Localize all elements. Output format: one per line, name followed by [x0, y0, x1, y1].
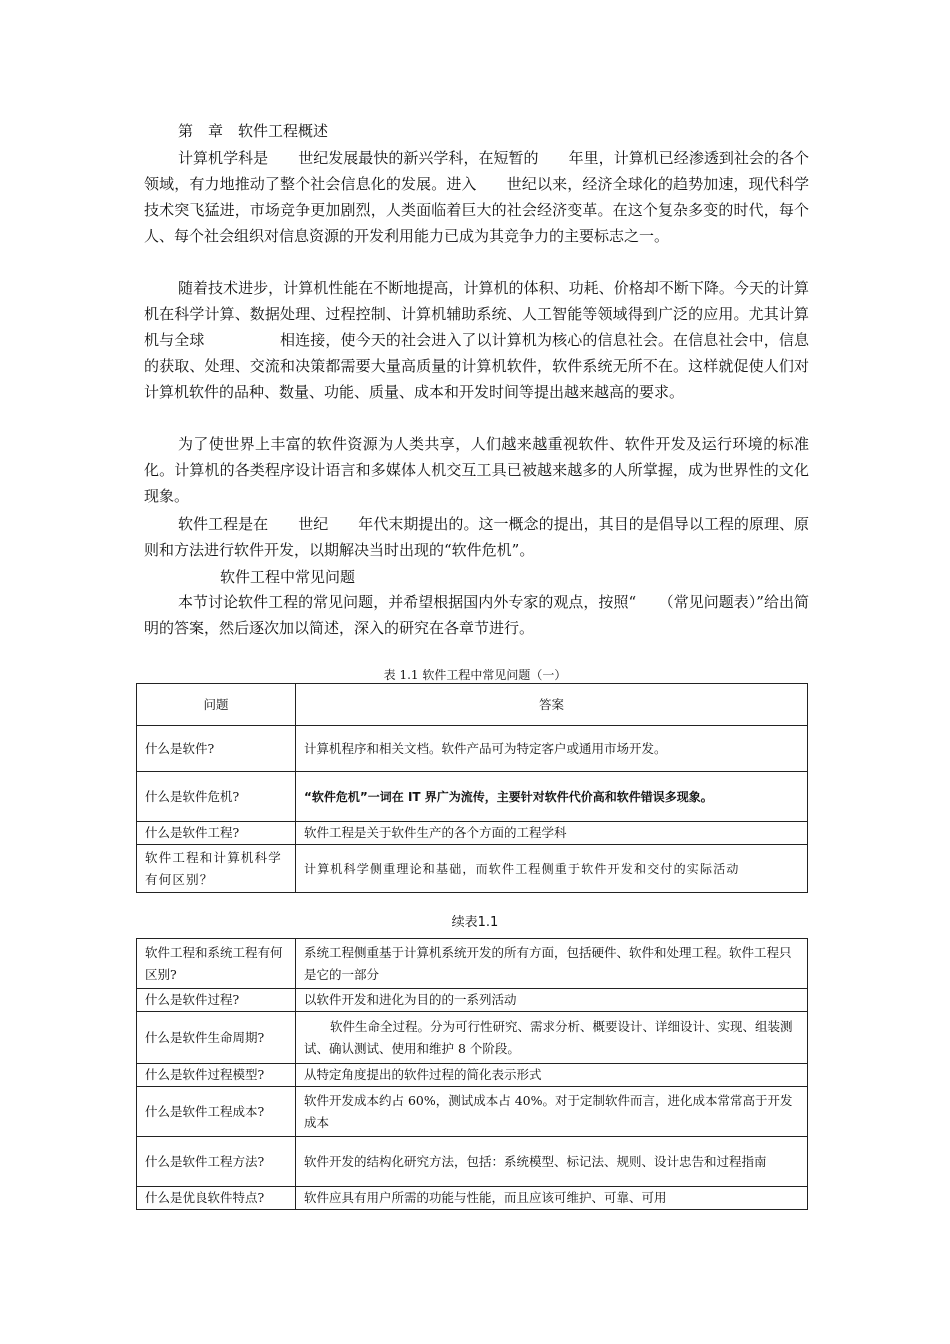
table-row [137, 1187, 808, 1210]
paragraph-4: 软件工程是在 世纪 年代末期提出的。这一概念的提出，其目的是倡导以工程的原理、原则和方法进行软件开发，以期解决当时出现的“软件危机”。 [144, 515, 809, 559]
question-cell: 软件工程和系统工程有何区别? [137, 939, 296, 989]
answer-cell: 以软件开发和进化为目的的一系列活动 [296, 989, 808, 1012]
answer-cell: 软件开发的结构化研究方法，包括：系统模型、标记法、规则、设计忠告和过程指南 [296, 1137, 808, 1187]
table2-caption: 续表1.1 [451, 915, 499, 930]
question-cell: 什么是软件? [137, 726, 296, 772]
header-answer: 答案 [296, 684, 808, 726]
paragraph-1: 计算机学科是 世纪发展最快的新兴学科，在短暂的 年里，计算机已经渗透到社会的各个领域，有力地推动了整个社会信息化的发展。进入 世纪以来，经济全球化的趋势加速，现代科学技术突飞猛进，市场竞争更加剧烈，人类面临着巨大的社会经济变革。在这个复杂多变的时代，每个人、每个社会组织对信息资源的开发利用能力已成为其竞争力的主要标志之一。 [144, 149, 809, 245]
paragraph-2: 随着技术进步，计算机性能在不断地提高，计算机的体积、功耗、价格却不断下降。今天的计算机在科学计算、数据处理、过程控制、计算机辅助系统、人工智能等领域得到广泛的应用。尤其计算机与全球 相连接，使今天的社会进入了以计算机为核心的信息社会。在信息社会中，信息的获取、处理、交流和决策都需要大量高质量的计算机软件，软件系统无所不在。这样就促使人们对计算机软件的品种、数量、功能、质量、成本和开发时间等提出越来越高的要求。 [144, 279, 809, 401]
header-question: 问题 [137, 684, 296, 726]
question-cell: 什么是软件工程? [137, 822, 296, 845]
faq-table-2 [136, 938, 808, 1210]
table-row [137, 822, 808, 845]
table-row [137, 772, 808, 822]
answer-cell: 系统工程侧重基于计算机系统开发的所有方面，包括硬件、软件和处理工程。软件工程只是它的一部分 [296, 939, 808, 989]
paragraph-3: 为了使世界上丰富的软件资源为人类共享，人们越来越重视软件、软件开发及运行环境的标准化。计算机的各类程序设计语言和多媒体人机交互工具已被越来越多的人所掌握，成为世界性的文化现象。 [144, 435, 809, 505]
table-row [137, 845, 808, 893]
question-cell: 什么是软件工程成本? [137, 1087, 296, 1137]
answer-cell: 计算机科学侧重理论和基础，而软件工程侧重于软件开发和交付的实际活动 [296, 845, 808, 893]
chapter-heading: 第 章 软件工程概述 [178, 122, 329, 140]
answer-cell: “软件危机”一词在 IT 界广为流传，主要针对软件代价高和软件错误多现象。 [296, 772, 808, 822]
answer-cell: 计算机程序和相关文档。软件产品可为特定客户或通用市场开发。 [296, 726, 808, 772]
table1-caption: 表 1.1 软件工程中常见问题（一） [383, 668, 567, 682]
answer-cell: 软件工程是关于软件生产的各个方面的工程学科 [296, 822, 808, 845]
table-row [137, 989, 808, 1012]
question-cell: 什么是优良软件特点? [137, 1187, 296, 1210]
table-row [137, 1087, 808, 1137]
answer-cell: 软件生命全过程。分为可行性研究、需求分析、概要设计、详细设计、实现、组装测试、确认测试、使用和维护 8 个阶段。 [296, 1012, 808, 1064]
answer-cell: 软件应具有用户所需的功能与性能，而且应该可维护、可靠、可用 [296, 1187, 808, 1210]
question-cell: 什么是软件危机? [137, 772, 296, 822]
question-cell: 什么是软件生命周期? [137, 1012, 296, 1064]
question-cell: 什么是软件工程方法? [137, 1137, 296, 1187]
section-heading: 软件工程中常见问题 [220, 568, 356, 586]
answer-cell: 从特定角度提出的软件过程的简化表示形式 [296, 1064, 808, 1087]
section-paragraph: 本节讨论软件工程的常见问题，并希望根据国内外专家的观点，按照“ （常见问题表）”给出简明的答案，然后逐次加以简述，深入的研究在各章节进行。 [144, 593, 809, 637]
faq-table-1 [136, 683, 808, 893]
question-cell: 什么是软件过程模型? [137, 1064, 296, 1087]
table-row [137, 939, 808, 989]
question-cell: 软件工程和计算机科学有何区别？ [137, 845, 296, 893]
table-row [137, 1064, 808, 1087]
table-row [137, 726, 808, 772]
question-cell: 什么是软件过程? [137, 989, 296, 1012]
table-row [137, 1137, 808, 1187]
table-header-row [137, 684, 808, 726]
table-row [137, 1012, 808, 1064]
answer-cell: 软件开发成本约占 60%，测试成本占 40%。对于定制软件而言，进化成本常常高于开发成本 [296, 1087, 808, 1137]
